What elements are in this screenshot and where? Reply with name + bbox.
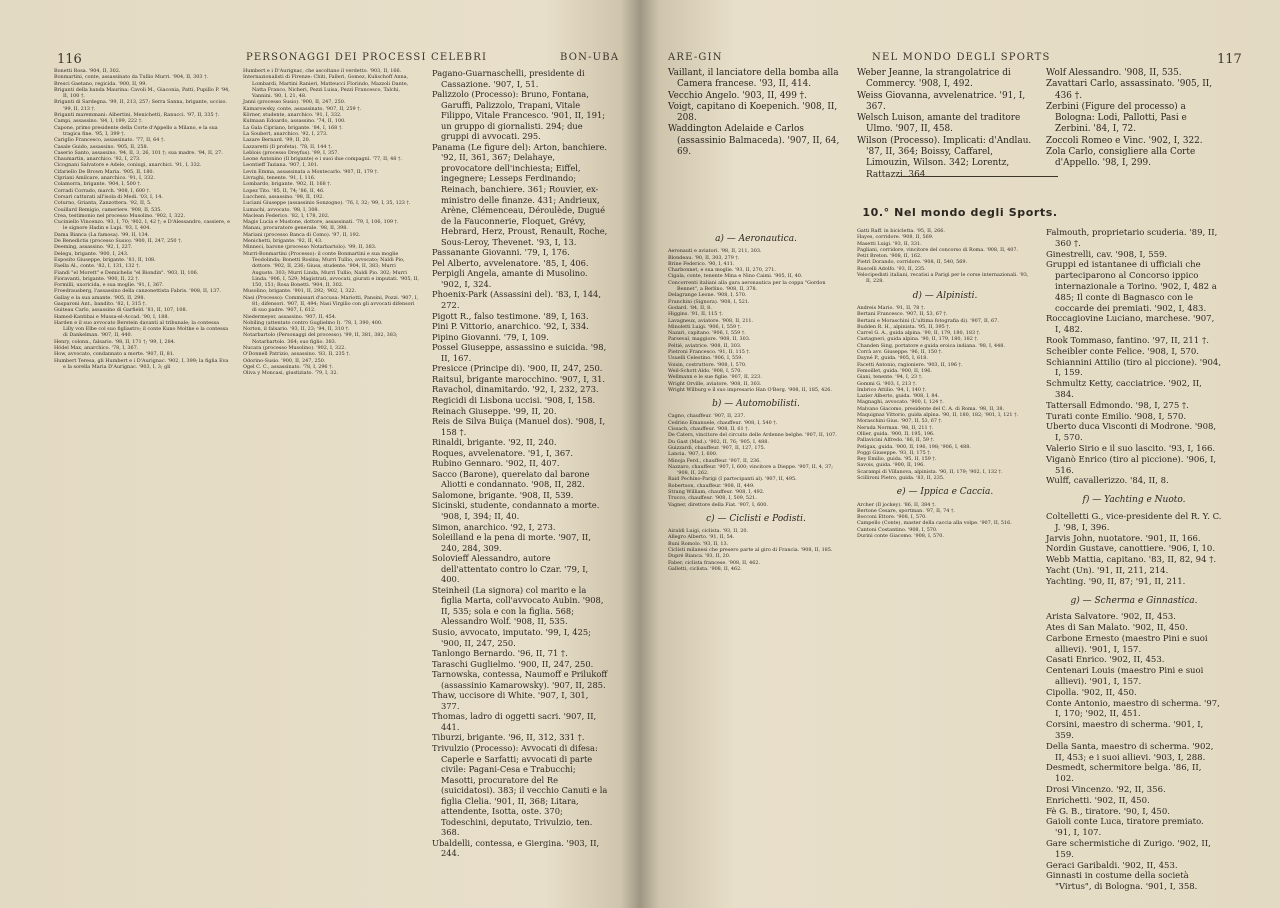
index-entry: Scillironi Pietro, guida. '83, II, 235. [857,474,945,481]
index-entry: Couillard Remigio, cameriere. '908, II, 535. [54,206,162,213]
index-entry: Sicinski, studente, condannato a morte. '908, I, 394; II, 40. [432,500,600,521]
index-entry: Falmouth, proprietario scuderia. '89, II, 360 †. [1046,228,1218,249]
index-entry: Facetti Antonio, ragioniere. '903, II, 196 †. [857,361,963,368]
index-entry: Thaw, uccisore di White. '907, I, 301, 377. [432,690,589,711]
index-entry: Roques, avvelenatore. '91, I, 367. [432,447,574,458]
left-running-head: PERSONAGGI DEI PROCESSI CELEBRI [246,52,488,63]
index-entry: Cantoni Costantino. '908, I, 570. [857,526,938,533]
index-entry: Archer (Il jockey). '86, II, 384 †. [857,501,936,508]
index-entry: Godard. '84, II, 8. [668,304,712,311]
index-entry: Pallavicini Alfredo. '86, II, 59 †. [857,437,935,444]
left-running-head-range: BON-UBA [560,52,620,63]
index-entry: Körner, studente, anarchico. '91, I, 332. [243,112,342,119]
index-entry: Lombardo, brigante. '902, II, 168 †. [243,181,332,188]
index-entry: Gommi G. '903, I, 213 †. [857,380,917,387]
index-entry: Odorino-Susio. '900, II, 247, 250. [243,357,326,364]
index-entry: Wellmann e le sue figlie. '907, II, 223. [668,374,762,381]
index-entry: Tattersall Edmondo. '98, I, 275 †. [1046,400,1189,411]
index-entry: Bertone Cesare, sportman. '97, II, 74 †. [857,507,955,514]
index-entry: Pel Alberto, avvelenatore. '85, I, 406. [432,257,589,268]
index-entry: Neruda Norman. '98, II, 211 †. [857,424,934,431]
index-entry: Dupré Bianca. '93, II, 20. [668,553,731,560]
index-entry: Cedrino Emanuele, chauffeur. '908, I, 540 †. [668,419,778,426]
index-entry: Guizzardi, chauffeur. '907, II, 127, 175. [668,444,766,451]
index-entry: Yacht (Un). '91, II, 211, 214. [1046,565,1169,576]
index-entry: Weiss Giovanna, avvelenatrice. '91, I, 367. [857,90,1026,112]
index-entry: Pigott R., falso testimone. '89, I, 163. [432,310,589,321]
index-entry: Cifariello De Brown Maria. '905, II, 180. [54,168,155,175]
left-page-number: 116 [57,52,82,67]
index-entry: Poggi Giuseppe. '93, II, 175 †. [857,449,932,456]
index-entry: Simon, anarchico. '92, I, 273. [432,521,556,532]
index-entry: Briganti della banda Maurina: Cavoli M., Giaconia, Patti, Pupillo P. '94, II, 100 †. [54,86,230,100]
index-entry: La Soubert, anarchico. '92, I, 273. [243,130,328,137]
index-entry: Della Santa, maestro di scherma. '902, II, 453; e i suoi allievi. '903, I, 288. [1046,741,1214,763]
index-entry: Galletti, ciclista. '908, II, 462. [668,565,742,572]
index-entry: Caserio Santo, assassino. '94, II, 3, 26, 101 †; sua madre. '94, II, 27. [54,149,223,156]
index-entry: Corsari catturati all'isola di Medi. '03, I, 14. [54,193,163,200]
index-entry: Conte Antonio, maestro di scherma. '97, I, 170; '902, II, 451. [1046,698,1220,720]
index-entry: Schiannini Attilio (tiro al piccione). '904, I, 159. [1046,357,1222,379]
section-title: 10.° Nel mondo degli Sports. [862,206,1058,219]
index-entry: Strang William, chauffeur. '908, I, 492. [668,488,765,495]
index-entry: Arista Salvatore. '902, II, 453. [1046,612,1176,623]
index-entry: Panama (Le figure del): Arton, banchiere. '92, II, 361, 367; Delahaye, provocatore dell'inchiesta; Eiffel, ingegnere; Lesseps Ferdinando; Reinach, banchiere. 361; Rouvier, ex-ministro delle finanze. 431; Andrieux, Arène, Clémenceau, Déroulède, Dugué de la Fauconnerie, Floquet, Grévy, Hebrard, Herz, Proust, Renault, Roche, Sous-Leroy, Thevenet. '93, I, 13. [432,141,608,247]
subsection-heading: e) — Ippica e Caccia. [896,487,994,498]
index-entry: Parseval, maggiore. '908, II, 303. [668,336,751,343]
index-entry: Zoccoli Romeo e Vinc. '902, I, 322. [1046,135,1203,146]
index-entry: Perpigli Angela, amante di Musolino. '902, I, 324. [432,268,588,289]
index-entry: Lazier Alberto, guida. '908, I, 84. [857,393,940,400]
index-entry: Lazare Bernard. '99, II, 20. [243,137,311,144]
index-entry: Humbert Teresa, gli Humbert e i D'Aurignac. '902, I, 399; la figlia Eva e la sorella Maria D'Aurignac. '903, I, 3; gli [54,357,229,370]
index-entry: Ogel C. C., assassinato. '78, I, 296 †. [243,363,334,370]
index-entry: Allegro Alberto. '91, II, 54. [668,534,735,541]
right-page [640,0,1280,908]
index-entry: Formilli, uxoricida, e sua moglie. '91, I, 367. [54,282,164,289]
subsection-heading: b) — Automobilisti. [712,399,800,410]
index-entry: Zola Carlo, consigliere alla Corte d'Appello. '98, I, 299. [1046,147,1196,169]
index-entry: Sacco (Barone), querelato dal barone Aliotti e condannato. '908, II, 282. [432,468,590,490]
index-entry: De Caters, vincitore del circuito delle Ardenne belghe. '907, II, 107. [668,432,837,439]
index-entry: Capone, primo presidente della Corte d'Appello a Milano, e la sua tragica fine. '95, I, 399 †. [54,124,218,137]
subsection-heading: d) — Alpinisti. [912,290,978,301]
index-entry: Savois, guida. '900, II, 196. [857,462,925,469]
index-entry: Valerio Sirio e il suo lascito. '93, I, 166. [1046,443,1216,454]
index-entry: Nucara (processo Musolino). '902, I, 322. [243,345,346,352]
index-entry: Cipriani Amilcare, anarchico. '91, I, 332. [54,175,155,182]
index-entry: Maquignaz Vittorio, guida alpina. '90, II, 180, 182; '901, I, 121 †. [857,412,1019,419]
index-entry: Blondeau. '90, II, 303, 279 †. [668,254,740,261]
index-entry: Casati Enrico. '902, II, 453. [1046,655,1165,666]
index-entry: Reis de Silva Buiça (Manuel dos). '908, I, 158 †. [432,416,606,437]
index-entry: Castagneri, guida alpina. '90, II, 179, 180, 182 †. [857,336,979,343]
index-entry: Petigax, guida. '900, II, 196, 198; '906, I, 488. [857,443,971,450]
section-divider [898,176,1058,177]
index-entry: La Gala Cipriano, brigante. '84, I, 168 †. [243,124,343,131]
index-entry: Bresci Gaetano, regicida. '900, II, 99. [54,80,147,87]
index-entry: Fioravanti, brigante. '900, II, 22 †. [54,275,140,282]
index-entry: Deeming, assassino. '92, I, 227. [54,244,133,251]
index-entry: Zerbini (Figure del processo) a Bologna: Lodi, Pallotti, Pasi e Zerbini. '84, I, 72. [1046,101,1187,135]
index-entry: Regicidi di Lisbona uccisi. '908, I, 158. [432,394,596,405]
index-entry: Nasi (Processo): Commissari d'accusa: Mariotti, Pansini, Pozzi. '907, I, 81; difensori. '907, II, 494; Nasi Virgilio con gli avvocati difensori di suo padre. '907, I, 612. [243,294,419,314]
index-entry: Cariglio Francesco, assassinato. '77, II, 64 †. [54,137,165,144]
index-entry: Geraci Garibaldi. '902, II, 453. [1046,860,1178,871]
index-entry: Roccagiovine Luciano, marchese. '907, I, 482. [1046,314,1215,336]
index-entry: Ubaldelli, contessa, e Giergina. '903, II, 244. [432,837,600,859]
index-entry: Uberto duca Visconti di Modrone. '908, I, 570. [1046,422,1217,444]
index-entry: Luccheni, assassino. '98, II, 192. [243,193,324,200]
index-entry: Casale Guido, assassino. '905, II, 258. [54,143,149,150]
index-entry: Bertani Francesco. '907, II, 53, 67 †. [857,311,948,318]
index-entry: Briganti maremmani: Albertini, Menichetti, Ranucci. '97, II, 335 †. [54,112,220,119]
index-entry: Chanden Sing, portatore e guida eroica indiana. '98, I, 448. [857,342,1005,349]
index-entry: Magnaghi, avvocato. '900, I, 124 †. [857,399,944,406]
index-entry: Nordin Gustave, canottiere. '906, I, 10. [1046,544,1216,555]
index-entry: Reinach Giuseppe. '99, II, 20. [432,405,557,416]
left-col-3 [432,68,608,859]
index-entry: Salomone, brigante. '908, II, 539. [432,489,574,500]
index-entry: Bonetti Rosa. '904, II, 302. [54,68,121,74]
index-entry: Magis Lucia e Mustone, dottore, assassinati. '79, I, 106, 109 †. [243,219,399,226]
index-entry: Hayes, corridore. '908, II, 569. [857,234,934,241]
index-entry: Gasparoni Ant., bandito. '82, I, 315 †. [54,300,147,307]
index-entry: Weber Jeanne, la strangolatrice di Commercy. '908, I, 492. [857,68,1011,90]
index-entry: Ruscelli Adolfo. '93, II, 235. [857,265,926,272]
index-entry: Vecchio Angelo. '903, II, 499 †. [668,90,807,101]
index-entry: Aeronauti e aviatori. '98, II, 211, 303. [668,248,762,255]
index-entry: Thomas, ladro di oggetti sacri. '907, II, 441. [432,711,597,732]
index-entry: Scarampi di Villanova, alpinista. '90, II, 179; '902, I, 132 †. [857,468,1003,475]
index-entry: Palizzolo (Processo): Bruno, Fontana, Garuffi, Palizzolo, Trapani, Vitale Filippo, Vitale Francesco. '901, II, 191; un gruppo di giornalisti. 294; due gruppi di avvocati. 295. [432,89,606,142]
index-entry: Rook Tommaso, fantino. '97, II, 211 †. [1046,335,1209,346]
index-entry: Guiteau Carlo, assassino di Garfield. '81, II, 107, 108. [54,307,188,314]
index-entry: Dayné P., guida. '905, I, 618. [857,355,928,362]
index-entry: Niedermeyer, assassino. '907, II, 454. [243,313,337,320]
index-entry: Gatti Raff. in bicicletta. '95, II, 266. [857,228,945,234]
index-entry: Ates di San Malato. '902, II, 450. [1046,623,1188,634]
index-entry: Hödel Max, anarchico. '78, I, 367. [54,345,139,352]
index-entry: Norton, il falsario. '93, II, 23; '94, II, 310 †. [243,326,350,333]
index-entry: Soleilland e la pena di morte. '907, II, 240, 284, 309. [432,532,591,553]
index-entry: Cipolla. '902, II, 450. [1046,687,1137,698]
index-entry: Kulmaan Edoardo, assassino. '74, II, 100. [243,118,346,125]
index-entry: Carbone Ernesto (maestro Pini e suoi allievi). '901, I, 157. [1046,633,1208,655]
index-entry: Rinaldi, brigante. '92, II, 240. [432,437,557,448]
index-entry: Levin Emma, assassinata a Montecarlo. '907, II, 179 †. [243,168,379,175]
right-top-col-1 [668,68,844,181]
index-entry: Kamarowsky, conte, assassinato. '907, II, 259 †. [243,105,362,112]
index-entry: Cissach, chauffeur. '908, II, 61 †. [668,426,750,433]
index-entry: Imbrico Attilio. '94, I, 140 †. [857,386,927,393]
index-entry: O'Donnell Patrizio, assassino. '83, II, 235 †. [243,351,351,358]
index-entry: Internazionalisti di Firenze: Chiti, Falleri, Gomez, Kulischoff Anna, Lombardi, Martini Ranieri, Matteucci Florindo, Mazzoli Dante, Natta Franco, Nicheri, Pezzi Luisa, Pezzi Francesco, Talchi, Vannini. '80, I, 21, 48. [243,74,409,100]
index-entry: Lazzaretti (Il profeta). '78, II, 144 †. [243,143,333,150]
index-entry: Briganti di Sardegna. '99, II, 213, 257; Serra Sanna, brigante, ucciso. '99, II, 213 †. [54,99,227,112]
index-entry: Budden R. H., alpinista. '95, II, 395 †. [857,323,951,330]
index-entry: Carrel G. A., guida alpina. '90, II, 179, 180, 183 †. [857,330,981,337]
index-entry: Passanante Giovanni. '79, I, 176. [432,247,570,258]
index-entry: Enrichetti. '902, II, 450. [1046,795,1150,806]
index-entry: Weil-Schott Aldo. '908, I, 570. [668,367,742,374]
index-entry: Wulff, cavallerizzo. '84, II, 8. [1046,476,1169,487]
index-entry: Susio, avvocato, imputato. '99, I, 425; '900, II, 247, 250. [432,626,591,648]
index-entry: Scheibler conte Felice. '908, I, 570. [1046,346,1200,357]
index-entry: Durini conte Giacomo. '908, I, 570. [857,533,944,540]
index-entry: How, avvocato, condannato a morte. '907, II, 81. [54,351,175,358]
index-entry: Pietri Dorando, corridore. '908, II, 540, 569. [857,259,968,266]
index-entry: Concorrenti italiani alla gara aeronautica per la coppa "Gordon Bennet", a Berlino. '908, II, 378. [668,279,826,293]
index-entry: Mariani (processo Banca di Como). '97, II, 192. [243,231,361,238]
index-entry: Schmultz Ketty, cacciatrice. '902, II, 384. [1046,379,1202,400]
index-entry: Petit Breton. '908, II, 162. [857,253,922,260]
index-entry: Jarvis John, nuotatore. '901, II, 166. [1046,533,1201,544]
index-entry: Andreis Mario. '91, II, 78 †. [857,304,925,311]
index-entry: Yachting. '90, II, 87; '91, II, 211. [1046,576,1186,587]
index-entry: Masetti Luigi. '93, II, 331. [857,240,922,247]
index-entry: Tanlongo Bernardo. '96, II, 71 †. [432,648,568,659]
index-entry: Brine Federico. '90, I, 411. [668,260,735,267]
index-entry: Raitsul, brigante marocchino. '907, I, 31. [432,373,605,384]
index-entry: Leone Antonino (Il brigante) e i suoi due compagni. '77, II, 48 †. [243,156,402,163]
index-entry: Drosi Vincenzo. '92, II, 356. [1046,785,1166,796]
index-entry: Usuelli Celestino. '906, I, 559. [668,355,743,362]
index-entry: Wilson (Processo). Implicati: d'Andlau. '87, II, 364; Boissy, Caffarel, Limouzin, Wilson. 342; Lorentz, Rattazzi. 364. [857,135,1032,180]
index-entry: Humbert e i D'Aurignac, che ascoltano il verdetto. '903, II, 166. [243,68,402,74]
index-entry: Gaioli conte Luca, tiratore premiato. '91, I, 107. [1046,817,1204,839]
subsection-heading: a) — Aeronautica. [715,234,797,244]
index-entry: Possel Giuseppe, assassino e suicida. '98, II, 167. [432,342,607,363]
index-entry: Luciani Giuseppe (assassinio Sonzogno). '76, I, 32; '99, I, 35, 123 †. [243,200,411,207]
index-entry: Presicce (Principe di). '900, II, 247, 250. [432,363,603,374]
index-entry: Nazzaro, chauffeur. '907, I, 600; vincitore a Dieppe. '907, II, 4, 37; '908, II, 262. [668,463,833,477]
index-entry: Campello (Conte), master della caccia alla volpe. '907, II, 516. [857,520,1012,527]
index-entry: Faella Al., conte. '82, I, 131, 132 †. [54,263,141,270]
index-entry: Coturno, Grianta, Zanzottera. '92, II, 5. [54,200,152,207]
index-entry: Bocconi Ettore. '908, I, 570. [857,514,927,521]
index-entry: Wright Wilburg e il suo impresario Han O'Berg. '908, II, 185, 426. [668,386,832,393]
index-entry: Delegu, brigante. '900, I, 243. [54,250,129,257]
right-col-2 [857,228,1033,893]
index-entry: Giani, tenente. '94, I, 23 †. [857,374,923,381]
index-entry: Airaldi Luigi, ciclista. '93, II, 20. [668,528,749,535]
index-entry: Desmedt, schermitore belga. '86, II, 102. [1046,763,1202,785]
index-entry: Velocipedisti italiani, recatisi a Parigi per le corse internazionali. '93, II, 228. [857,272,1029,285]
index-entry: Murri-Bonmartini (Processo): il conte Bonmartini e sua moglie Teodolinda; Bonetti Rosina; Murri Tullio, avvocato; Naldi Pio, dottore. '902, II, 236; Giuss, studente. '904, II, 383; Murri Augusto. 303; Murri Linda, Murri Tullio, Naldi Pio. 302; Murri Linda. '906, I, 529; Magistrati, avvocati, giurati e imputati. '905, II, 150, 151; Rosa Bonetti. '904, II, 302. [243,250,419,289]
index-entry: Bertani e Moraschini (L'ultima fotografia di). '907, II, 67. [857,317,999,324]
subsection-heading: g) — Scherma e Ginnastica. [1070,595,1198,606]
index-entry: Turati conte Emilio. '908, I, 570. [1046,411,1187,422]
index-entry: Gallay e la sua amante. '905, II, 298. [54,294,146,301]
index-entry: Gruppi ed istantanee di ufficiali che parteciparono al Concorso ippico internazionale a Torino. '902, I, 482 a 485; Il conte di Bagnasco con le coccarde dei premiati. '902, I, 483. [1046,260,1217,314]
index-entry: Campi, assassino. '84, I, 199, 222 †. [54,118,143,125]
index-entry: Ollier, guida. '900, II, 195, 196. [857,430,935,437]
index-entry: Dama Bianca (La famosa). '99, II, 134. [54,231,150,238]
index-entry: Lancia. '907, I, 600. [668,451,718,458]
index-entry: Chaumartin, anarchico. '92, I, 273. [54,156,141,163]
right-col-1 [668,228,844,893]
index-entry: Cigala, conte, tenente Mina e Nino Caimi. '905, II, 40. [668,273,803,280]
index-entry: Ciclisti milanesi che presero parte al giro di Francia. '908, II, 185. [668,547,833,554]
index-entry: Ginestrelli, cav. '908, I, 559. [1046,249,1168,260]
index-entry: Bonmartini, conte, assassinato da Tullio Murri. '904, II, 303 †. [54,74,209,81]
index-entry: Lumachi, avvocato. '98, I, 308. [243,206,320,213]
index-entry: Solovieff Alessandro, autore dell'attentato contro lo Czar. '79, I, 400. [432,553,589,585]
right-page-number: 117 [1217,52,1242,67]
index-entry: Centenari Louis (maestro Pini e suoi allievi). '901, I, 157. [1046,666,1204,688]
index-entry: Nobiling (attentato contro Guglielmo I). '78, I, 390, 400. [243,319,383,326]
index-entry: Pagano-Guarnaschelli, presidente di Cassazione. '907, I, 51. [432,68,585,89]
index-entry: Lopez Tito. '85, II, 74; '86, II, 46. [243,187,325,194]
index-entry: Vaillant, il lanciatore della bomba alla Camera francese. '93, II, 414. [668,68,839,90]
index-entry: Delagrange Leone. '908, I, 570. [668,292,747,299]
index-entry: Minoja Ferd., chauffeur. '907, II, 236. [668,457,761,464]
right-top-col-3 [1046,68,1222,181]
index-entry: Fiandi "el Morett" e Demichelis "el Biondin". '903, II, 106. [54,269,199,276]
index-entry: Cagno, chauffeur. '907, II, 237. [668,413,746,420]
index-entry: Coltelletti G., vice-presidente del R. Y. C. J. '98, I, 396. [1046,511,1222,533]
index-entry: Pagliani, corridore, vincitore del concorso di Roma. '908, II, 407. [857,246,1018,253]
index-entry: Corradi Corrado, march. '908, I, 600 †. [54,187,151,194]
index-entry: Robertson, chauffeur. '908, II, 449. [668,482,755,489]
index-entry: Musolino, brigante. '901, II, 292; '902, I, 322. [243,288,357,295]
index-entry: Leontieff Taziana. '907, I, 301. [243,162,319,169]
index-entry: Oliva y Moncasi, giustiziato. '79, I, 32. [243,370,338,377]
index-entry: Nazari, capitano. '906, I, 559 †. [668,330,746,337]
index-entry: Esposito Giuseppe, brigante. '81, II, 108. [54,256,156,263]
index-entry: Taraschi Guglielmo. '900, II, 247, 250. [432,658,594,669]
index-entry: Crea, testimonio nel processo Musolino. '902, I, 322. [54,212,185,219]
index-entry: Ginnasti in costume della società "Virtus", di Bologna. '901, I, 358. [1046,871,1198,893]
right-columns [668,228,1222,893]
right-running-head: NEL MONDO DEGLI SPORTS [872,52,1051,63]
left-col-2 [243,68,419,859]
index-entry: Faber, ciclista francese. '908, II, 462. [668,559,761,566]
right-top-col-2 [857,68,1033,181]
right-running-head-range: ARE-GIN [668,52,723,63]
index-entry: Wright Orville, aviatore. '908, II, 303. [668,380,762,387]
index-entry: Lavagneux, aviatore. '908, II, 211. [668,317,754,324]
index-entry: Trucco, chauffeur. '908, I, 509, 521. [668,495,757,502]
index-entry: Malvano Giacomo, presidente del C. A. di Roma. '98, II, 38. [857,405,1005,412]
index-entry: Ravachol, dinamitardo. '92, I, 232, 273. [432,384,599,395]
index-entry: Livraghi, tenente. '91, I, 116. [243,175,316,182]
index-entry: Trivulzio (Processo): Avvocati di difesa: Caperle e Sarfatti; avvocati di parte civile: Pagani-Cesa e Trabucchi; Masotti, procuratore del Re (suicidatosi). 383; il vecchio Canuti e la figlia Clelia. '901, II, 368; Litara, attendente, Isotta, oste. 370; Todeschini, deputato, Trivulzio, ten. 368. [432,743,608,838]
index-entry: Janni (processo Susio). '900, II, 247, 250. [243,99,346,106]
index-entry: Pietroni Francesco. '91, II, 115 †. [668,349,751,356]
index-entry: Corsini, maestro di scherma. '901, I, 359. [1046,720,1204,742]
index-entry: Minoletti Luigi. '906, I, 559 †. [668,323,742,330]
index-entry: Voisin, costruttore. '908, I, 570. [668,361,747,368]
index-entry: Rubino Gennaro. '902, II, 407. [432,458,560,469]
index-entry: Steinheil (La signora) col marito e la figlia Marta, coll'avvocato Aubin. '908, II, 535; sola e con la figlia. 568; Alessandro Wolf. '908, II, 535. [432,584,604,627]
index-entry: Viganò Enrico (tiro al piccione). '906, I, 516. [1046,454,1217,476]
index-entry: Colamorra, brigante. '904, I, 500 †. [54,181,142,188]
index-entry: Higgins. '91, II, 115 †. [668,311,723,318]
right-col-3 [1046,228,1222,893]
index-entry: Gare schermistiche di Zurigo. '902, II, 159. [1046,839,1211,860]
index-entry: De Benedictis (processo Susio). '900, II, 247, 250 †. [54,238,183,245]
subsection-heading: f) — Yachting e Nuoto. [1082,495,1186,506]
index-entry: Hamed-Kantibai e Mussa-el-Accad. '90, I, 188. [54,313,169,320]
index-entry: Pini P. Vittorio, anarchico. '92, I, 334. [432,321,589,332]
left-columns [54,68,608,859]
index-entry: Manau, procuratore generale. '98, II, 398. [243,225,348,232]
index-entry: Tiburzi, brigante. '96, II, 312, 331 †. [432,732,585,743]
index-entry: Fè G. B., tiratore. '90, I, 450. [1046,806,1170,817]
index-entry: Du Gast (Mad.). '902, II, 76; '905, I, 488. [668,438,769,445]
index-entry: Vagner, direttore della Fiat. '907, I, 600. [668,501,768,508]
index-entry: Waddington Adelaide e Carlos (assassinio Balmaceda). '907, II, 64, 69. [668,124,840,158]
index-entry: Leblois (processo Dreyfus). '99, I, 357. [243,149,339,156]
index-entry: Cuciniello Vincenzo. '93, I, 70; '902, I, 42 †; e D'Alessandro, cassiere, e le signore Hadin e Lupi. '93, I, 404. [54,219,230,232]
index-entry: Harden e il suo avvocato Berstein davanti al tribunale; la contessa Lilly von Elbe col suo figliastro; il conte Kuno Moltke e la contessa di Dankelman. '907, II, 440. [54,319,229,339]
index-entry: Peltié, aviatrice. '908, II, 303. [668,342,742,349]
index-entry: Moraschini Gius. '907, II, 53, 67 †. [857,418,943,425]
right-top-columns [668,68,1222,181]
index-entry: Franchini (Signora). '908, I, 521. [668,298,750,305]
index-entry: Voigt, capitano di Koepenich. '908, II, 208. [668,101,838,124]
subsection-heading: c) — Ciclisti e Podisti. [706,513,806,524]
index-entry: Pipino Giovanni. '79, I, 109. [432,331,549,342]
index-entry: Charbonnet, e sua moglie. '93, II, 270, 271. [668,267,776,274]
left-col-1 [54,68,230,859]
index-entry: Zavattari Carlo, assassinato. '905, II, 436 †. [1046,79,1213,101]
index-entry: Femoillet, guida. '900, II, 196. [857,367,932,374]
index-entry: Welsch Luison, amante del traditore Ulmo. '907, II, 458. [857,113,1021,135]
index-entry: Cicognani Salvatore e Adele, coniugi, anarchici. '91, I, 332. [54,162,202,169]
index-entry: Tarnowska, contessa, Naumoff e Prilukoff (assassinio Kamarowsky). '907, II, 285. [432,669,608,690]
index-entry: Phoenix-Park (Assassini del). '83, I, 144, 272. [432,289,601,311]
index-entry: Notarbartolo (Personaggi del processo). '99, II, 381, 382, 383; Notarbartolo. 364; suo figlio. 383. [243,332,398,345]
index-entry: Menichetti, brigante. '92, II, 43. [243,238,323,245]
index-entry: Minneci, barone (processo Notarbartolo). '99, II, 383. [243,244,377,251]
index-entry: Corrà avv. Giuseppe. '96, II, 150 †. [857,349,943,356]
index-entry: Wolf Alessandro. '908, II, 535. [1046,68,1182,78]
index-entry: Henry, colonn., falsario. '98, II, 171 †; '99, I, 284. [54,338,176,345]
index-entry: Webb Mattia, capitano. '83, II, 82, 94 †. [1046,555,1217,566]
index-entry: Buni Romolo. '93, II, 13. [668,540,729,547]
index-entry: Froedrausberg, l'assassino della canzonettista Fabris. '908, II, 137. [54,288,221,295]
index-entry: Raid Pechino-Parigi (I partecipanti al). '907, II, 495. [668,476,797,483]
index-entry: Rey Emilio, guida. '95, II, 159 †. [857,456,937,463]
index-entry: Maclean Federico. '82, I, 178, 202. [243,212,330,219]
